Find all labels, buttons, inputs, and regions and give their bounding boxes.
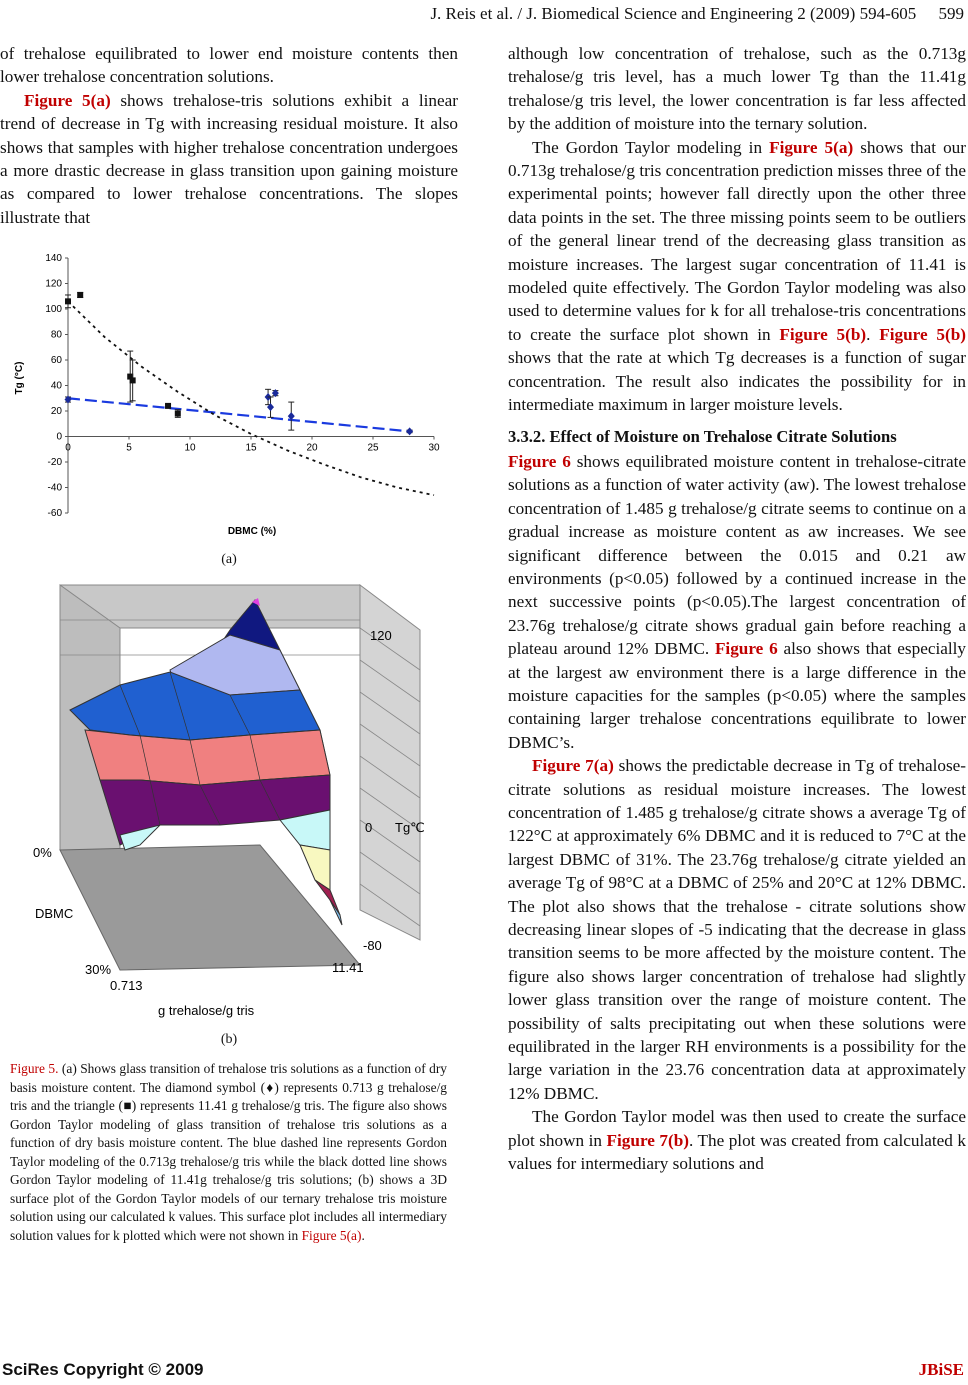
figure-link[interactable]: Figure 6 <box>508 451 571 471</box>
right-column <box>508 42 966 1176</box>
x-tick-label: 15 <box>245 442 257 454</box>
paragraph: of trehalose equilibrated to lower end moisture contents then lower trehalose concentration solutions. <box>0 44 458 87</box>
x-tick-1141: 11.41 <box>332 960 364 975</box>
data-point <box>65 298 71 304</box>
x-tick-label: 5 <box>126 442 132 454</box>
figure-5a-label: (a) <box>221 552 237 567</box>
fit-line <box>68 301 434 495</box>
paragraph: The Gordon Taylor modeling in Figure 5(a) shows that our 0.713g trehalose/g tris concentration prediction misses three of the experimental points; however fall directly upon the other three data points in the set. The three missing points seem to be outliers of the general linear trend of the decreasing glass transition as moisture increases. The largest sugar concentration of 11.41 is modeled quite effectively. The Gordon Taylor modeling was also used to determine values for k for all trehalose-tris concentrations to create the surface plot shown in Figure 5(b). Figure 5(b) shows that the rate at which Tg decreases is a function of sugar concentration. The result also indicates the possibility for in intermediate maximum in larger moisture levels. <box>508 137 966 415</box>
fit-line <box>68 398 410 431</box>
figure-link[interactable]: Figure 7(a) <box>532 756 614 776</box>
y-axis-label: Tg (°C) <box>14 361 25 395</box>
z-tick-neg80: -80 <box>363 938 382 953</box>
figure-link[interactable]: Figure 5(b) <box>879 324 966 344</box>
section-heading: 3.3.2. Effect of Moisture on Trehalose Citrate Solutions <box>508 426 897 446</box>
running-header <box>0 4 968 24</box>
x-axis-label: DBMC (%) <box>227 526 277 537</box>
data-point <box>175 411 181 417</box>
data-point <box>165 403 171 409</box>
figure-5b-surface-plot <box>30 580 450 1020</box>
surface-band <box>300 845 330 890</box>
z-tick-0: 0 <box>365 820 373 835</box>
paragraph: The Gordon Taylor model was then used to create the surface plot shown in Figure 7(b). The plot was created from calculated k values for intermediary solutions and <box>508 1107 966 1174</box>
x-tick-label: 25 <box>367 442 379 454</box>
figure-link[interactable]: Figure 5(a) <box>769 137 854 157</box>
journal-abbrev: JBiSE <box>918 1360 964 1379</box>
chart-axes <box>45 253 440 519</box>
header-text: J. Reis et al. / J. Biomedical Science and Engineering 2 (2009) 594-605 <box>430 4 917 23</box>
dbmc-0-label: 0% <box>33 845 52 860</box>
figure-link[interactable]: Figure 6 <box>714 639 778 659</box>
y-tick-label: -40 <box>47 482 62 494</box>
figure-link[interactable]: Figure 5(a) <box>24 90 111 110</box>
figure-link[interactable]: Figure 5(b) <box>779 324 867 344</box>
y-tick-label: 0 <box>56 431 62 443</box>
left-column <box>0 42 458 229</box>
y-tick-label: 80 <box>50 329 62 341</box>
paragraph: Figure 7(a) shows the predictable decrease in Tg of trehalose-citrate solutions as residual moisture increases. The lowest concentration of 1.485 g trehalose/g citrate shows a average Tg of 122°C at approximately 6% DBMC and it is reduced to 7°C at the largest DBMC of 31%. The 23.76g trehalose/g citrate yielded an average Tg of 98°C at a DBMC of 25% and 20°C at 12% DBMC. The plot also shows that the trehalose - citrate solutions show decreasing linear slopes of -5 indicating that the decrease in glass transition seems to be more affected by the moisture content. The figure also shows larger concentration of trehalose had slightly lower glass transition over the range of moisture content. The possibility of salts precipitating out when these solutions were equilibrated in the larger RH environments is a possibility for the large variation in the 23.76 concentration data at approximately 12% DBMC. <box>508 756 966 1103</box>
dbmc-30-label: 30% <box>85 962 112 977</box>
chart-fit-lines <box>68 301 434 495</box>
data-point <box>130 377 136 383</box>
y-tick-label: -60 <box>47 508 62 519</box>
x-tick-label: 10 <box>184 442 196 454</box>
x-tick-label: 20 <box>306 442 318 454</box>
x-tick-label: 30 <box>428 442 440 454</box>
y-tick-label: 100 <box>45 304 62 315</box>
y-tick-label: 140 <box>45 253 62 264</box>
paragraph: Figure 6 shows equilibrated moisture content in trehalose-citrate solutions as a function of water activity (aw). The lowest trehalose concentration of 1.485 g trehalose/g citrate seems to continue on a gradual increase as moisture content as aw increases. We see significant difference between the 0.015 and 0.21 aw environments (p<0.05) followed by a continued increase in the next successive points (p<0.05).The largest concentration of 23.76g trehalose/g citrate shows gradual gain before reaching a plateau around 12% DBMC. Figure 6 also shows that especially at the largest aw environment there is a large difference in the moisture capacities for the samples (p<0.05) where the samples containing larger trehalose concentrations equilibrate to lower DBMC’s. <box>508 451 967 752</box>
data-point <box>77 292 83 298</box>
y-tick-label: -20 <box>47 457 62 468</box>
z-tick-120: 120 <box>370 628 392 643</box>
figure-5a-chart <box>14 248 450 538</box>
page-number: 599 <box>938 4 964 23</box>
copyright: SciRes Copyright © 2009 <box>2 1360 204 1379</box>
y-tick-label: 40 <box>50 380 62 392</box>
figure-5b-label: (b) <box>220 1032 238 1047</box>
y-tick-label: 20 <box>50 406 62 417</box>
data-point <box>406 427 413 435</box>
paragraph: although low concentration of trehalose, such as the 0.713g trehalose/g tris level, has a much lower Tg than the 11.41g trehalose/g tris level, the lower concentration is far less affected by the addition of moisture into the ternary solution. <box>508 44 966 134</box>
y-tick-label: 120 <box>45 278 62 290</box>
x-tick-0713: 0.713 <box>110 978 143 993</box>
paragraph: Figure 5(a) shows trehalose-tris solutions exhibit a linear trend of decrease in Tg with increasing residual moisture. It also shows that samples with higher trehalose concentration undergoes a more drastic decrease in glass transition upon gaining moisture as compared to lower trehalose concentrations. The slopes illustrate that <box>0 90 458 227</box>
figure-5-caption: Figure 5. (a) Shows glass transition of trehalose tris solutions as a function of dry basis moisture content. The diamond symbol (♦) represents 0.713 g trehalose/g tris and the triangle (■) represents 11.41 g trehalose/g tris. The figure also shows Gordon Taylor modeling of glass transition of trehalose tris solutions as a function of dry basis moisture content. The blue dashed line represents Gordon Taylor modeling of the 0.713g trehalose/g tris while the black dotted line shows Gordon Taylor modeling of 11.41g trehalose/g tris solutions; (b) shows a 3D surface plot of the Gordon Taylor models of our ternary trehalose tris moisture solution using our calculated k values. This surface plot includes all intermediary solution values for k plotted which were not shown in Figure 5(a). <box>10 1061 447 1243</box>
figure-link[interactable]: Figure 5(a) <box>301 1227 362 1243</box>
x-tick-label: 0 <box>65 442 71 454</box>
dbmc-axis-title: DBMC <box>35 906 74 921</box>
x-axis-title: g trehalose/g tris <box>158 1003 255 1018</box>
z-axis-title: Tg℃ <box>395 820 425 835</box>
y-tick-label: 60 <box>50 355 62 366</box>
figure-link[interactable]: Figure 7(b) <box>606 1130 689 1150</box>
caption-ref: Figure 5. <box>10 1061 59 1076</box>
